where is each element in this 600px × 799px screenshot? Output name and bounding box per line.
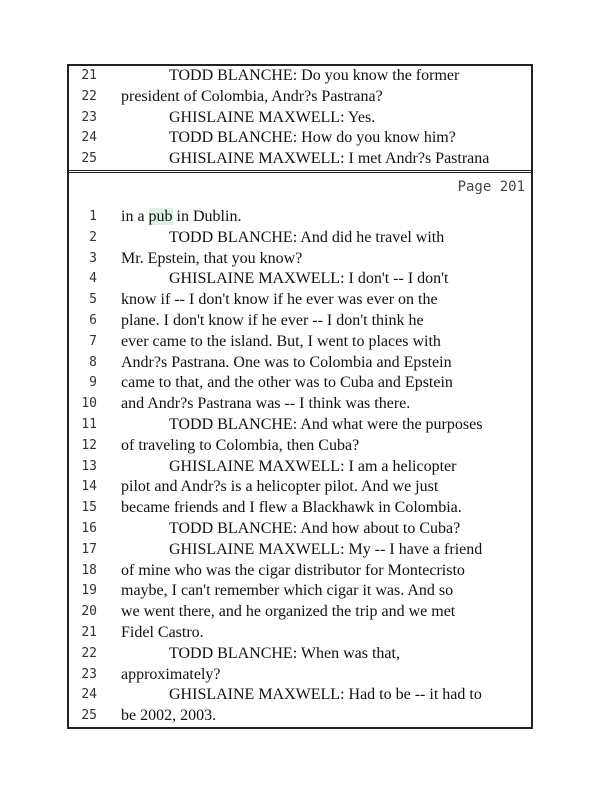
transcript-line [69, 519, 531, 540]
transcript-line [69, 332, 531, 353]
line-number: 10 [81, 396, 97, 412]
transcript-line [69, 149, 531, 170]
line-text: TODD BLANCHE: When was that, [169, 644, 400, 662]
line-text-pre: in a [121, 207, 149, 225]
line-number: 11 [81, 416, 97, 432]
transcript-line [69, 540, 531, 561]
page-number-header: Page 201 [457, 178, 525, 195]
line-text [121, 207, 241, 228]
transcript-line [69, 228, 531, 249]
line-text: be 2002, 2003. [121, 707, 217, 725]
line-text: president of Colombia, Andr?s Pastrana? [121, 87, 383, 105]
transcript-line [69, 477, 531, 498]
line-number: 15 [81, 500, 97, 516]
line-number: 19 [81, 583, 97, 599]
line-number: 9 [89, 375, 97, 391]
transcript-line [69, 311, 531, 332]
transcript-line [69, 249, 531, 270]
line-text: TODD BLANCHE: And did he travel with [169, 228, 445, 246]
line-number: 6 [89, 312, 97, 328]
line-text: of mine who was the cigar distributor for Montecristo [121, 561, 465, 579]
line-number: 22 [81, 88, 97, 104]
line-number: 22 [81, 645, 97, 661]
line-text-post: in Dublin. [172, 207, 242, 225]
line-text: TODD BLANCHE: And how about to Cuba? [169, 519, 461, 537]
line-text: GHISLAINE MAXWELL: My -- I have a friend [169, 540, 483, 558]
line-number: 3 [89, 250, 97, 266]
line-number: 16 [81, 520, 97, 536]
line-text: TODD BLANCHE: How do you know him? [169, 129, 456, 147]
line-text: and Andr?s Pastrana was -- I think was there. [121, 395, 411, 413]
transcript-line [69, 623, 531, 644]
transcript-line [69, 290, 531, 311]
transcript-line [69, 644, 531, 665]
line-number: 18 [81, 562, 97, 578]
transcript-line [69, 561, 531, 582]
transcript-frame [67, 64, 533, 729]
line-text: became friends and I flew a Blackhawk in Colombia. [121, 499, 462, 517]
transcript-line [69, 353, 531, 374]
transcript-line [69, 706, 531, 727]
line-number: 2 [89, 229, 97, 245]
line-text: of traveling to Colombia, then Cuba? [121, 436, 360, 454]
line-text: TODD BLANCHE: Do you know the former [169, 67, 460, 84]
line-text: GHISLAINE MAXWELL: Had to be -- it had to [169, 686, 482, 704]
line-text: GHISLAINE MAXWELL: I don't -- I don't [169, 270, 449, 288]
transcript-line [69, 498, 531, 519]
transcript-line [69, 394, 531, 415]
transcript-line [69, 602, 531, 623]
line-number: 1 [89, 208, 97, 224]
transcript-line [69, 108, 531, 129]
transcript-line [69, 66, 531, 87]
transcript-line [69, 665, 531, 686]
line-number: 7 [89, 333, 97, 349]
line-text: plane. I don't know if he ever -- I don't think he [121, 311, 424, 329]
transcript-line [69, 269, 531, 290]
line-number: 25 [81, 151, 97, 167]
line-text: maybe, I can't remember which cigar it was. And so [121, 582, 454, 600]
transcript-line [69, 128, 531, 149]
line-text: Andr?s Pastrana. One was to Colombia and Epstein [121, 353, 452, 371]
current-page-section [69, 173, 531, 729]
line-number: 12 [81, 437, 97, 453]
line-number: 20 [81, 604, 97, 620]
line-number: 23 [81, 109, 97, 125]
line-text: approximately? [121, 665, 221, 683]
line-number: 25 [81, 708, 97, 724]
line-number: 13 [81, 458, 97, 474]
line-number: 24 [81, 130, 97, 146]
line-text: we went there, and he organized the trip and we met [121, 603, 456, 621]
line-text: Fidel Castro. [121, 623, 204, 641]
line-number: 21 [81, 68, 97, 83]
line-number: 5 [89, 292, 97, 308]
transcript-line [69, 436, 531, 457]
line-text: TODD BLANCHE: And what were the purposes [169, 415, 483, 433]
line-text: GHISLAINE MAXWELL: I met Andr?s Pastrana [169, 150, 490, 168]
line-text: GHISLAINE MAXWELL: Yes. [169, 108, 376, 126]
transcript-line [69, 87, 531, 108]
transcript-line [69, 207, 531, 228]
line-text: Mr. Epstein, that you know? [121, 249, 303, 267]
previous-page-section [69, 64, 531, 173]
line-number: 8 [89, 354, 97, 370]
transcript-line [69, 457, 531, 478]
line-number: 4 [89, 271, 97, 287]
transcript-line [69, 415, 531, 436]
line-text: GHISLAINE MAXWELL: I am a helicopter [169, 457, 457, 475]
line-number: 23 [81, 666, 97, 682]
line-text: came to that, and the other was to Cuba and Epstein [121, 374, 453, 392]
transcript-line [69, 685, 531, 706]
line-number: 21 [81, 624, 97, 640]
line-number: 17 [81, 541, 97, 557]
line-text: ever came to the island. But, I went to places with [121, 332, 441, 350]
line-text: pilot and Andr?s is a helicopter pilot. And we just [121, 478, 439, 496]
line-number: 14 [81, 479, 97, 495]
transcript-line [69, 373, 531, 394]
line-number: 24 [81, 687, 97, 703]
highlighted-word: pub [148, 207, 173, 225]
transcript-line [69, 581, 531, 602]
line-text: know if -- I don't know if he ever was ever on the [121, 291, 438, 309]
